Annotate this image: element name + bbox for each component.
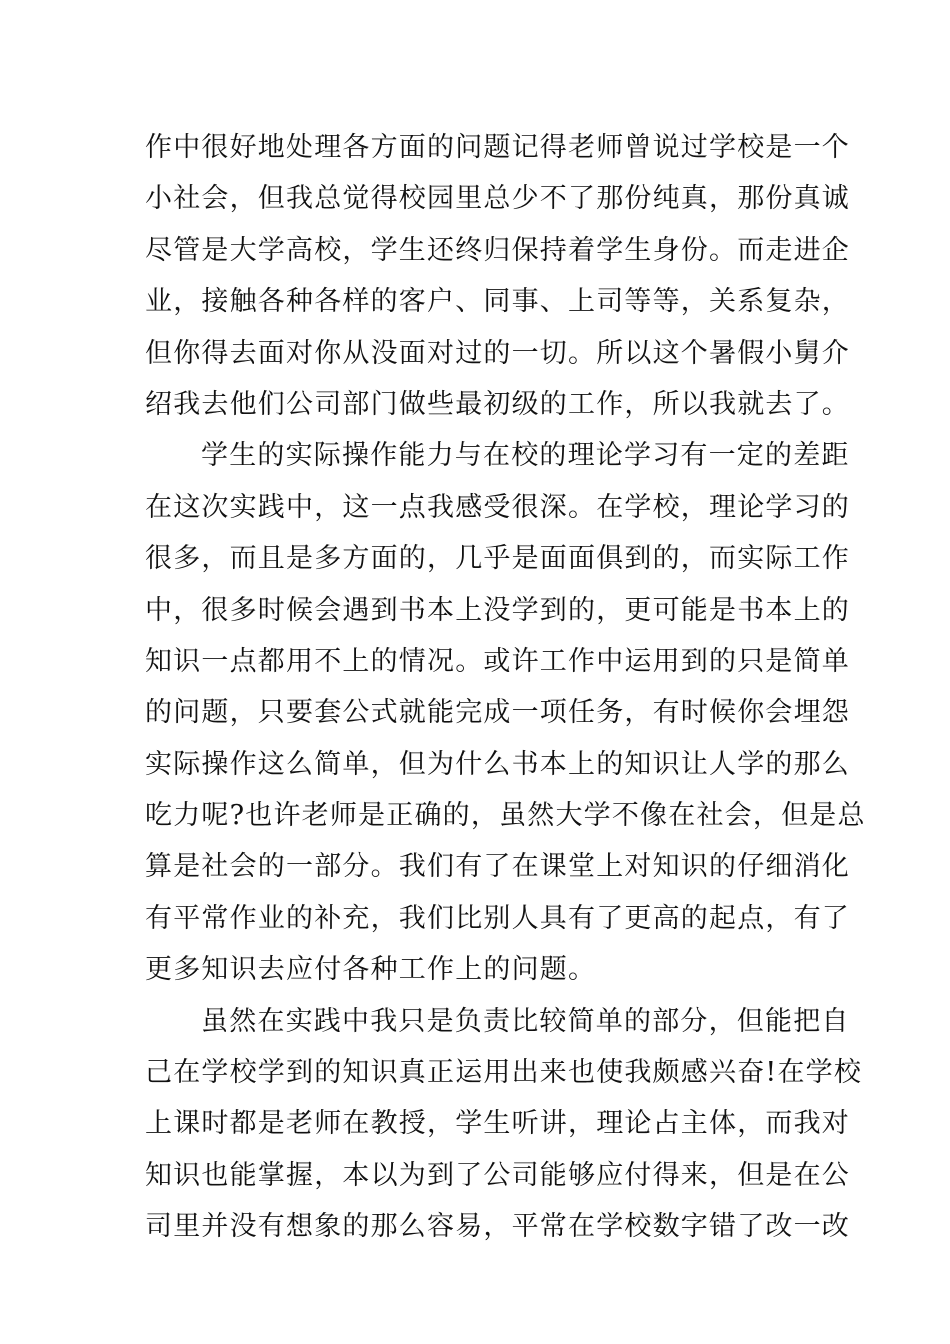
text-line: 司里并没有想象的那么容易，平常在学校数字错了改一改	[145, 1211, 850, 1243]
text-line: 更多知识去应付各种工作上的问题。	[145, 954, 597, 986]
text-line: 但你得去面对你从没面对过的一切。所以这个暑假小舅介	[145, 337, 850, 369]
text-line: 实际操作这么简单，但为什么书本上的知识让人学的那么	[145, 748, 850, 780]
text-line: 绍我去他们公司部门做些最初级的工作，所以我就去了。	[145, 388, 850, 420]
text-line: 知识也能掌握，本以为到了公司能够应付得来，但是在公	[145, 1159, 850, 1191]
text-line: 中，很多时候会遇到书本上没学到的，更可能是书本上的	[145, 594, 850, 626]
text-line: 有平常作业的补充，我们比别人具有了更高的起点，有了	[145, 902, 850, 934]
text-line: 的问题，只要套公式就能完成一项任务，有时候你会埋怨	[145, 697, 850, 729]
text-line: 在这次实践中，这一点我感受很深。在学校，理论学习的	[145, 491, 850, 523]
text-line-first: 虽然在实践中我只是负责比较简单的部分，但能把自	[201, 1005, 850, 1037]
text-line: 业，接触各种各样的客户、同事、上司等等，关系复杂，	[145, 286, 850, 318]
text-line: 上课时都是老师在教授，学生听讲，理论占主体，而我对	[145, 1108, 850, 1140]
text-line: 作中很好地处理各方面的问题记得老师曾说过学校是一个	[145, 132, 850, 163]
text-line: 尽管是大学高校，学生还终归保持着学生身份。而走进企	[145, 234, 850, 266]
text-line: 小社会，但我总觉得校园里总少不了那份纯真，那份真诚	[145, 183, 850, 215]
paragraph-3	[145, 996, 863, 1253]
text-line: 算是社会的一部分。我们有了在课堂上对知识的仔细消化	[145, 851, 850, 883]
text-line-first: 学生的实际操作能力与在校的理论学习有一定的差距	[201, 440, 850, 472]
text-line: 己在学校学到的知识真正运用出来也使我颇感兴奋!在学校	[145, 1057, 863, 1089]
body-text	[145, 122, 866, 1253]
text-line: 吃力呢?也许老师是正确的，虽然大学不像在社会，但是总	[145, 800, 866, 832]
paragraph-2	[145, 430, 866, 995]
paragraph-1	[145, 122, 850, 430]
text-line: 很多，而且是多方面的，几乎是面面俱到的，而实际工作	[145, 543, 850, 575]
text-line: 知识一点都用不上的情况。或许工作中运用到的只是简单	[145, 645, 850, 677]
